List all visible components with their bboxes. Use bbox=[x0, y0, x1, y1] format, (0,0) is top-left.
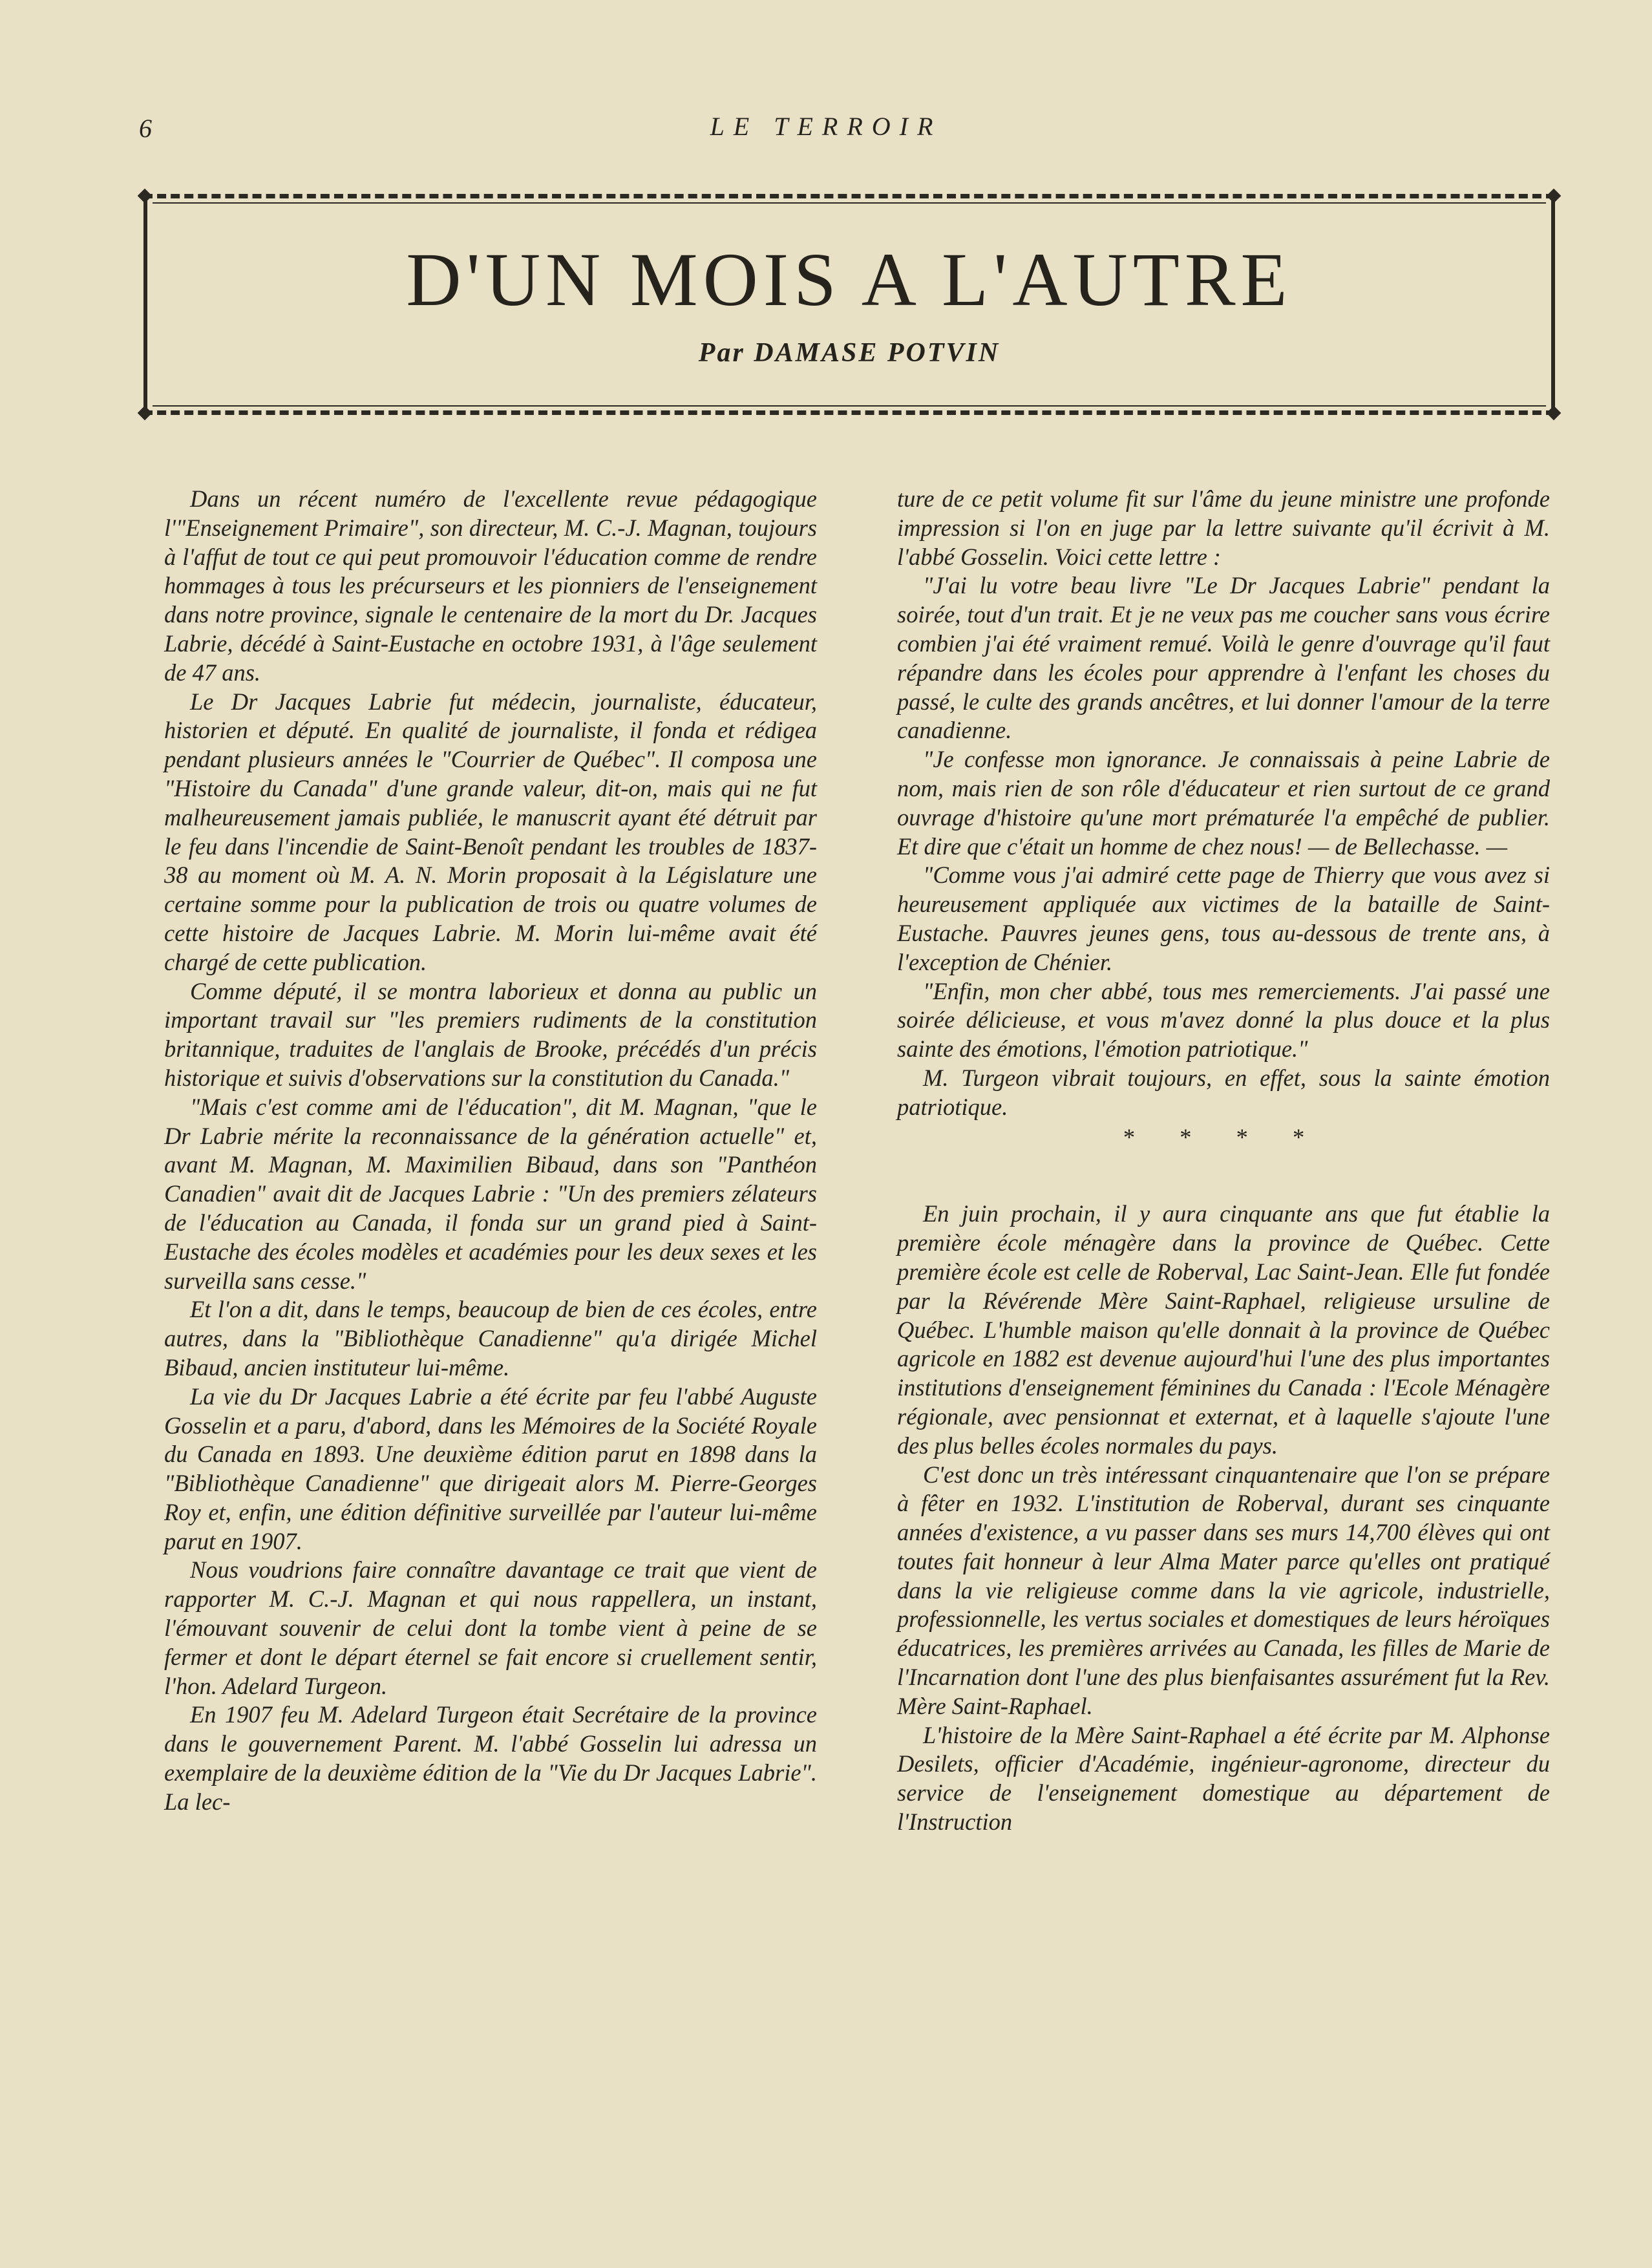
paragraph: "J'ai lu votre beau livre "Le Dr Jacques Labrie" pendant la soirée, tout d'un trait. Et je ne veux pas me coucher sans vous écrire combien j'ai été vraiment remué. Voilà le genre d'ouvrage qu'il faut répandre dans les écoles pour apprendre à l'enfant les choses du passé, le culte des grands ancêtres, et lui donner l'amour de la terre canadienne. bbox=[897, 572, 1550, 744]
paragraph: C'est donc un très intéressant cinquantenaire que l'on se prépare à fêter en 1932. L'institution de Roberval, durant ses cinquante années d'existence, a vu passer dans ses murs 14,700 élèves qui ont toutes fait honneur à leur Alma Mater parce qu'elles ont pratiqué dans la vie religieuse comme dans la vie agricole, industrielle, professionnelle, les vertus sociales et domestiques de leurs héroïques éducatrices, les premières arrivées au Canada, les filles de Marie de l'Incarnation dont l'une des plus bienfaisantes assurément fut la Rev. Mère Saint-Raphael. bbox=[897, 1461, 1550, 1719]
corner-ornament bbox=[1547, 406, 1562, 421]
left-column bbox=[164, 485, 817, 1817]
title-box bbox=[143, 194, 1555, 415]
paragraph: Le Dr Jacques Labrie fut médecin, journaliste, éducateur, historien et député. En qualité de journaliste, il fonda et rédigea pendant plusieurs années le "Courrier de Québec". Il composa une "Histoire du Canada" d'une grande valeur, dit-on, mais qui ne fut malheureusement jamais publiée, le manuscrit ayant été détruit par le feu dans l'incendie de Saint-Benoît pendant les troubles de 1837-38 au moment où M. A. N. Morin proposait à la Législature une certaine somme pour la publication de trois ou quatre volumes de cette histoire de Jacques Labrie. M. Morin lui-même avait été chargé de cette publication. bbox=[164, 688, 817, 975]
paragraph: ture de ce petit volume fit sur l'âme du jeune ministre une profonde impression si l'on en juge par la lettre suivante qu'il écrivit à M. l'abbé Gosselin. Voici cette lettre : bbox=[897, 485, 1550, 570]
paragraph: M. Turgeon vibrait toujours, en effet, sous la sainte émotion patriotique. bbox=[897, 1064, 1550, 1120]
paragraph: En juin prochain, il y aura cinquante ans que fut établie la première école ménagère dans la province de Québec. Cette première école est celle de Roberval, Lac Saint-Jean. Elle fut fondée par la Révérende Mère Saint-Raphael, religieuse ursuline de Québec. L'humble maison qu'elle donnait à la province de Québec agricole en 1882 est devenue aujourd'hui l'une des plus importantes institutions d'enseignement féminines du Canada : l'Ecole Ménagère régionale, avec pensionnat et externat, et à laquelle s'ajoute l'une des plus belles écoles normales du pays. bbox=[897, 1200, 1550, 1459]
paragraph: L'histoire de la Mère Saint-Raphael a été écrite par M. Alphonse Desilets, officier d'Académie, ingénieur-agronome, directeur du service de l'enseignement domestique au département de l'Instruction bbox=[897, 1721, 1550, 1836]
paragraph: En 1907 feu M. Adelard Turgeon était Secrétaire de la province dans le gouvernement Parent. M. l'abbé Gosselin lui adressa un exemplaire de la deuxième édition de la "Vie du Dr Jacques Labrie". La lec- bbox=[164, 1701, 817, 1815]
paragraph: "Je confesse mon ignorance. Je connaissais à peine Labrie de nom, mais rien de son rôle d'éducateur et rien surtout de ce grand ouvrage d'histoire qu'une mort prématurée l'a empêché de publier. Et dire que c'était un homme de chez nous! — de Bellechasse. — bbox=[897, 746, 1550, 860]
article-byline: Par DAMASE POTVIN bbox=[698, 338, 1001, 368]
paragraph: Comme député, il se montra laborieux et donna au public un important travail sur "les premiers rudiments de la constitution britannique, traduites de l'anglais de Brooke, précédés d'un précis historique et suivis d'observations sur la constitution du Canada." bbox=[164, 977, 817, 1091]
right-column bbox=[897, 485, 1550, 1837]
paragraph: Dans un récent numéro de l'excellente revue pédagogique l'"Enseignement Primaire", son directeur, M. C.-J. Magnan, toujours à l'affut de tout ce qui peut promouvoir l'éducation comme de rendre hommages à tous les précurseurs et les pionniers de l'enseignement dans notre province, signale le centenaire de la mort du Dr. Jacques Labrie, décédé à Saint-Eustache en octobre 1931, à l'âge seulement de 47 ans. bbox=[164, 485, 817, 686]
page-number: 6 bbox=[139, 114, 152, 143]
paragraph: "Mais c'est comme ami de l'éducation", dit M. Magnan, "que le Dr Labrie mérite la reconnaissance de la génération actuelle" et, avant M. Magnan, M. Maximilien Bibaud, dans son "Panthéon Canadien" avait dit de Jacques Labrie : "Un des premiers zélateurs de l'éducation au Canada, il fonda sur un grand pied à Saint-Eustache des écoles modèles et académies pour les deux sexes et les surveilla sans cesse." bbox=[164, 1093, 817, 1294]
paragraph: Nous voudrions faire connaître davantage ce trait que vient de rapporter M. C.-J. Magnan et qui nous rappellera, un instant, l'émouvant souvenir de celui dont la tombe vient à peine de se fermer et dont le départ éternel se fait encore si cruellement sentir, l'hon. Adelard Turgeon. bbox=[164, 1556, 817, 1699]
paragraph: Et l'on a dit, dans le temps, beaucoup de bien de ces écoles, entre autres, dans la "Bibliothèque Canadienne" qu'a dirigée Michel Bibaud, ancien instituteur lui-même. bbox=[164, 1296, 817, 1381]
corner-ornament bbox=[138, 406, 153, 421]
paragraph: La vie du Dr Jacques Labrie a été écrite par feu l'abbé Auguste Gosselin et a paru, d'abord, dans les Mémoires de la Société Royale du Canada en 1893. Une deuxième édition parut en 1898 dans la "Bibliothèque Canadienne" que dirigeait alors M. Pierre-Georges Roy et, enfin, une édition définitive surveillée par l'auteur lui-même parut en 1907. bbox=[164, 1383, 817, 1554]
article-title: D'UN MOIS A L'AUTRE bbox=[406, 237, 1293, 322]
article-body bbox=[164, 485, 1567, 2114]
paragraph: "Comme vous j'ai admiré cette page de Thierry que vous avez si heureusement appliquée aux victimes de la bataille de Saint-Eustache. Pauvres jeunes gens, tous au-dessous de trente ans, à l'exception de Chénier. bbox=[897, 862, 1550, 975]
section-separator: * * * * bbox=[1123, 1123, 1324, 1150]
corner-ornament bbox=[1547, 189, 1562, 204]
corner-ornament bbox=[138, 189, 153, 204]
paragraph: "Enfin, mon cher abbé, tous mes remerciements. J'ai passé une soirée délicieuse, et vous m'avez donné la plus douce et la plus sainte des émotions, l'émotion patriotique." bbox=[897, 977, 1550, 1063]
running-head: LE TERROIR bbox=[710, 112, 942, 141]
